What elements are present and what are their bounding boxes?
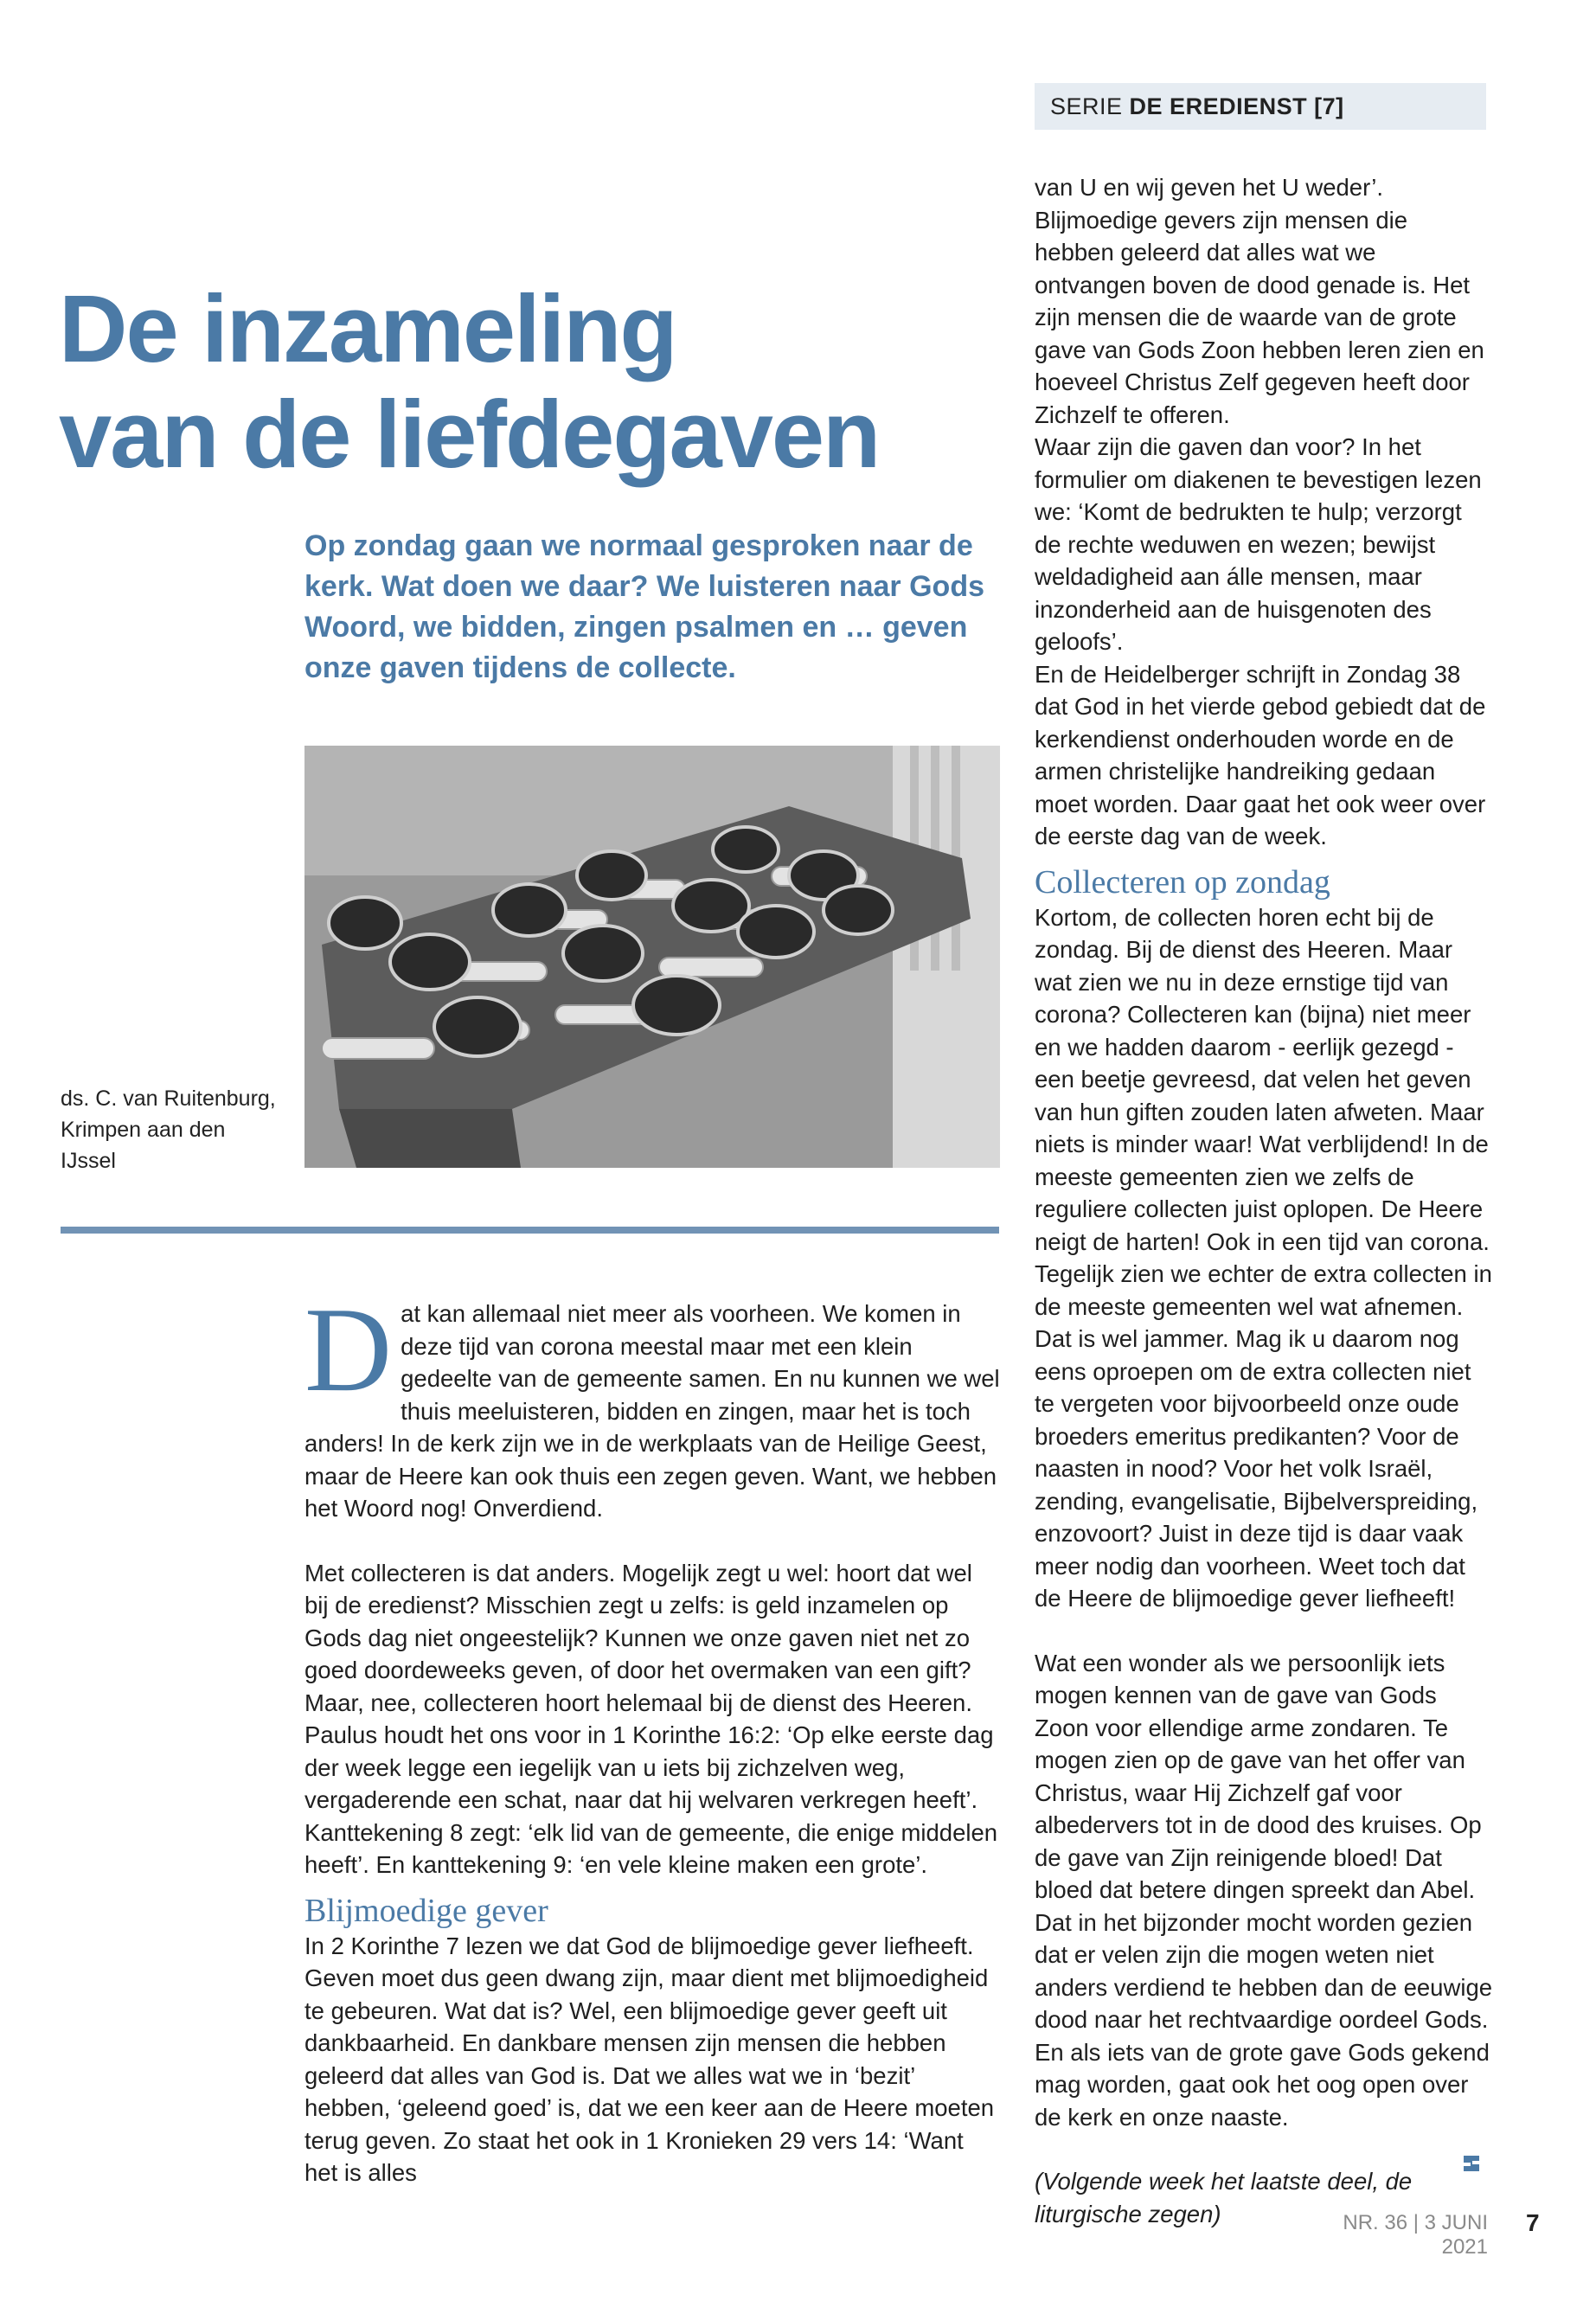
issue-info: NR. 36 | 3 JUNI 2021 <box>1343 2211 1488 2259</box>
series-tag <box>1035 83 1486 130</box>
paragraph-1 <box>304 1283 1002 1525</box>
drop-cap: D <box>304 1283 393 1417</box>
title-line-2: van de liefdegaven <box>59 381 880 488</box>
series-title: DE EREDIENST [7] <box>1129 93 1344 119</box>
next-week-note: (Volgende week het laatste deel, de liturgische zegen) <box>1035 2168 1413 2227</box>
article-column-left <box>304 1283 1002 2189</box>
subheading-collecteren-op-zondag: Collecteren op zondag <box>1035 863 1330 901</box>
page-title <box>59 277 993 488</box>
title-line-1: De inzameling <box>59 276 676 382</box>
section-divider <box>61 1227 999 1234</box>
collection-bags-photo <box>304 746 1000 1168</box>
author-place-2: IJssel <box>61 1149 116 1173</box>
paragraph-3: In 2 Korinthe 7 lezen we dat God de blijmoedige gever liefheeft. Geven moet dus geen dwang zijn, maar dient met blijmoedigheid te gebeuren. Wat dat is? Wel, een blijmoedige gever geeft uit dankbaarheid. En dankbare mensen zijn mensen die hebben geleerd dat alles van God is. Dat we alles wat we in ‘bezit’ hebben, ‘geleend goed’ is, dat we een keer aan de Heere moeten terug geven. Zo staat het ook in 1 Kronieken 29 vers 14: ‘Want het is alles <box>304 1932 995 2186</box>
intro-lead: Op zondag gaan we normaal gesproken naar de kerk. Wat doen we daar? We luisteren naar Gods Woord, we bidden, zingen psalmen en … geven onze gaven tijdens de collecte. <box>304 529 985 684</box>
paragraph-4: van U en wij geven het U weder’. Blijmoedige gevers zijn mensen die hebben geleerd dat alles wat we ontvangen boven de dood genade is. Het zijn mensen die de waarde van de grote gave van Gods Zoon hebben leren zien en hoeveel Christus Zelf gegeven heeft door Zichzelf te offeren. <box>1035 174 1484 428</box>
article-column-right <box>1035 171 1493 2230</box>
paragraph-1-text: at kan allemaal niet meer als voorheen. We komen in deze tijd van corona meestal maar met een klein gedeelte van de gemeente samen. En nu kunnen we wel thuis meeluisteren, bidden en zingen, maar het is toch anders! In de kerk zijn we in de werkplaats van de Heilige Geest, maar de Heere kan ook thuis een zegen geven. Want, we hebben het Woord nog! Onverdiend. <box>304 1300 1000 1522</box>
paragraph-6: En de Heidelberger schrijft in Zondag 38 dat God in het vierde gebod gebiedt dat de kerkendienst onderhouden worde en de armen christelijke handreiking gedaan moet worden. Daar gaat het ook weer over de eerste dag van de week. <box>1035 660 1486 849</box>
series-prefix: SERIE <box>1050 93 1123 119</box>
author-place-1: Krimpen aan den <box>61 1118 226 1142</box>
subheading-blijmoedige-gever: Blijmoedige gever <box>304 1892 548 1929</box>
author-name: ds. C. van Ruitenburg, <box>61 1086 276 1111</box>
paragraph-9: Dat in het bijzonder mocht worden gezien dat er velen zijn die mogen weten niet anders verdiend te hebben dan de eeuwige dood naar het rechtvaardige oordeel Gods. En als iets van de grote gave Gods gekend mag worden, gaat ook het oog open over de kerk en onze naaste. <box>1035 1908 1493 2131</box>
end-of-article-icon <box>1460 2152 1483 2175</box>
photo-illustration <box>304 746 1000 1168</box>
paragraph-7: Kortom, de collecten horen echt bij de zondag. Bij de dienst des Heeren. Maar wat zien we nu in deze ernstige tijd van corona? Collecteren kan (bijna) niet meer en we hadden daarom - eerlijk gezegd - een beetje gevreesd, dat velen het geven van hun giften zouden laten afweten. Maar niets is minder waar! Wat verblijdend! In de meeste gemeenten zien we zelfs de reguliere collecten juist oplopen. De Heere neigt de harten! Ook in een tijd van corona. Tegelijk zien we echter de extra collecten in de meeste gemeenten wel wat afnemen. Dat is wel jammer. Mag ik u daarom nog eens oproepen om de extra collecten niet te vergeten voor bijvoorbeeld onze oude broeders emeritus predikanten? Voor de naasten in nood? Voor het volk Israël, zending, evangelisatie, Bijbelverspreiding, enzovoort? Juist in deze tijd is daar vaak meer nodig dan voorheen. Weet toch dat de Heere de blijmoedige gever liefheeft! <box>1035 903 1492 1612</box>
page-number: 7 <box>1526 2209 1540 2236</box>
paragraph-5: Waar zijn die gaven dan voor? In het formulier om diakenen te bevestigen lezen we: ‘Komt de bedrukten te hulp; verzorgt de rechte weduwen en wezen; bewijst weldadigheid aan álle mensen, maar inzonderheid aan de huisgenoten des geloofs’. <box>1035 433 1482 655</box>
paragraph-8: Wat een wonder als we persoonlijk iets mogen kennen van de gave van Gods Zoon voor ellendige arme zondaren. Te mogen zien op de gave van het offer van Christus, waar Hij Zichzelf gaf voor albedervers tot in de dood des kruises. Op de gave van Zijn reinigende bloed! Dat bloed dat betere dingen spreekt dan Abel. <box>1035 1649 1482 1903</box>
author-credit <box>61 1083 294 1176</box>
paragraph-2: Met collecteren is dat anders. Mogelijk zegt u wel: hoort dat wel bij de eredienst? Misschien zegt u zelfs: is geld inzamelen op Gods dag niet ongeestelijk? Kunnen we onze gaven niet net zo goed doordeweeks geven, of door het overmaken van een gift? Maar, nee, collecteren hoort helemaal bij de dienst des Heeren. Paulus houdt het ons voor in 1 Korinthe 16:2: ‘Op elke eerste dag der week legge een iegelijk van u iets bij zichzelven weg, vergaderende een schat, naar dat hij welvaren verkregen heeft’. Kanttekening 8 zegt: ‘elk lid van de gemeente, die enige middelen heeft’. En kanttekening 9: ‘en vele kleine maken een grote’. <box>304 1559 998 1878</box>
